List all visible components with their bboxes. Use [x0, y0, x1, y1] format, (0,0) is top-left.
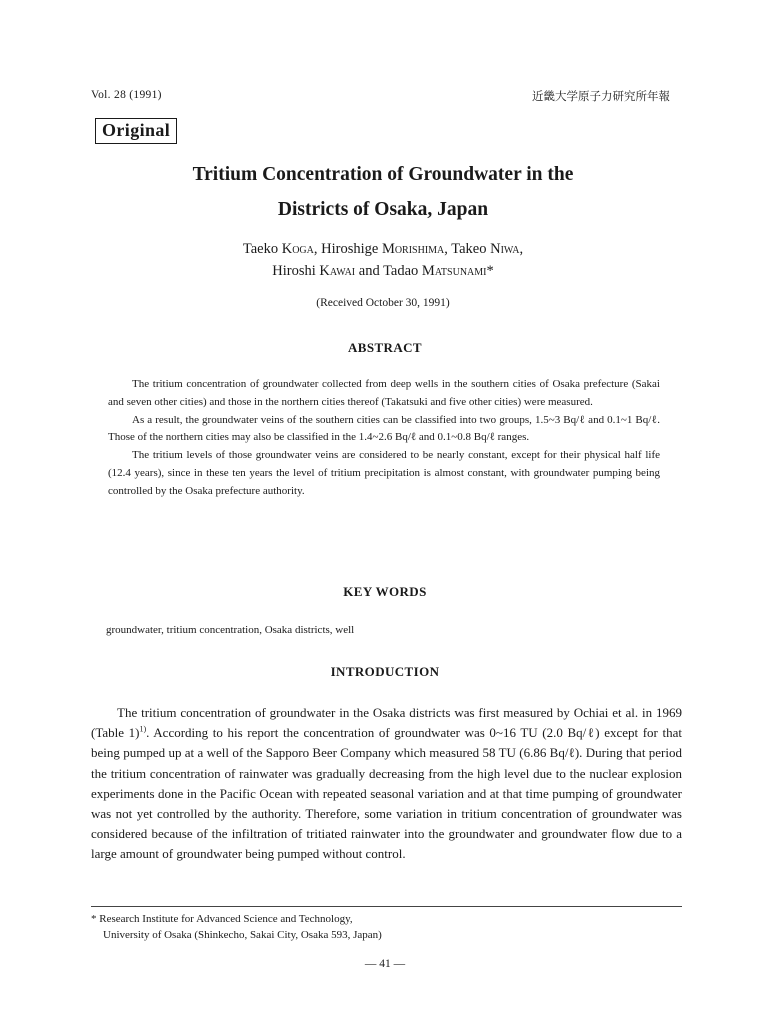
- author-first-name: Hiroshige: [321, 241, 382, 257]
- footnote-divider: [91, 906, 682, 907]
- abstract-paragraph: The tritium levels of those groundwater veins are considered to be nearly constant, except for their physical half life (12.4 years), since in these ten years the level of tritium precipitation is almost constant, with groundwater pumping being controlled by the Osaka prefecture authority.: [108, 449, 660, 497]
- author-last-name: Morishima: [381, 241, 445, 257]
- author-last-name: Matsunami: [421, 263, 487, 279]
- author-line-2: [100, 260, 666, 282]
- abstract-paragraph: As a result, the groundwater veins of the southern cities can be classified into two groups, 1.5~3 Bq/ℓ and 0.1~1 Bq/ℓ. Those of the northern cities may also be classified in the 1.4~2.6 Bq/ℓ and 0.1~0.8 Bq/ℓ ranges.: [108, 413, 660, 444]
- introduction-heading: INTRODUCTION: [330, 664, 440, 679]
- author-first-name: Hiroshi: [272, 263, 320, 279]
- footnote-line-1: * Research Institute for Advanced Science and Technology,: [91, 913, 353, 925]
- affiliation-footnote: [91, 911, 382, 943]
- article-type-badge: Original: [95, 118, 177, 144]
- author-first-name: Tadao: [383, 263, 422, 279]
- intro-text: . According to his report the concentration of groundwater was 0~16 TU (2.0 Bq/ℓ) except for that being pumped up at a well of the Sapporo Beer Company which measured 58 TU (6.86 Bq/ℓ). During that period the tritium concentration of rainwater was gradually decreasing from the high level due to the nuclear explosion experiments done in the Pacific Ocean with repeated seasonal variation and at that time pumping of groundwater was not yet controlled by the authority. Therefore, some variation in tritium concentration of groundwater was considered because of the infiltration of tritiated rainwater into the groundwater and groundwater flow due to a large amount of groundwater being pumped without control.: [91, 725, 683, 862]
- received-date: (Received October 30, 1991): [316, 297, 450, 309]
- author-last-name: Kawai: [319, 263, 356, 279]
- keywords-list: groundwater, tritium concentration, Osaka districts, well: [106, 624, 355, 636]
- author-separator: ,: [444, 241, 452, 257]
- author-separator: and: [355, 263, 384, 279]
- page-number: — 41 —: [364, 958, 406, 970]
- affiliation-mark: *: [486, 263, 494, 279]
- abstract-heading: ABSTRACT: [348, 340, 422, 355]
- author-first-name: Takeo: [451, 241, 491, 257]
- title-line-2: Districts of Osaka, Japan: [277, 199, 489, 220]
- running-header-journal: 近畿大学原子力研究所年報: [532, 89, 670, 103]
- author-first-name: Taeko: [242, 241, 282, 257]
- reference-marker: 1): [139, 724, 147, 734]
- author-separator: ,: [519, 241, 524, 257]
- author-last-name: Niwa: [490, 241, 520, 257]
- abstract-paragraph: The tritium concentration of groundwater collected from deep wells in the southern cities of Osaka prefecture (Sakai and seven other cities) and those in the northern cities thereof (Takatsuki and five other cities) were measured.: [108, 378, 660, 408]
- author-line-1: [100, 238, 666, 260]
- keywords-heading: KEY WORDS: [343, 584, 427, 599]
- author-separator: ,: [313, 241, 322, 257]
- title-line-1: Tritium Concentration of Groundwater in the: [192, 164, 574, 185]
- author-list: [100, 238, 666, 282]
- footnote-line-2: University of Osaka (Shinkecho, Sakai City, Osaka 593, Japan): [103, 929, 382, 941]
- intro-text: The tritium concentration of groundwater in the Osaka districts was first measured by Ochiai et al. in 1969 (Table 1): [91, 705, 682, 741]
- abstract-body: [108, 376, 660, 501]
- running-header-volume: Vol. 28 (1991): [91, 89, 162, 101]
- introduction-paragraph: [91, 703, 682, 865]
- author-last-name: Koga: [281, 241, 314, 257]
- introduction-body: [91, 703, 682, 865]
- paper-title: [100, 157, 666, 227]
